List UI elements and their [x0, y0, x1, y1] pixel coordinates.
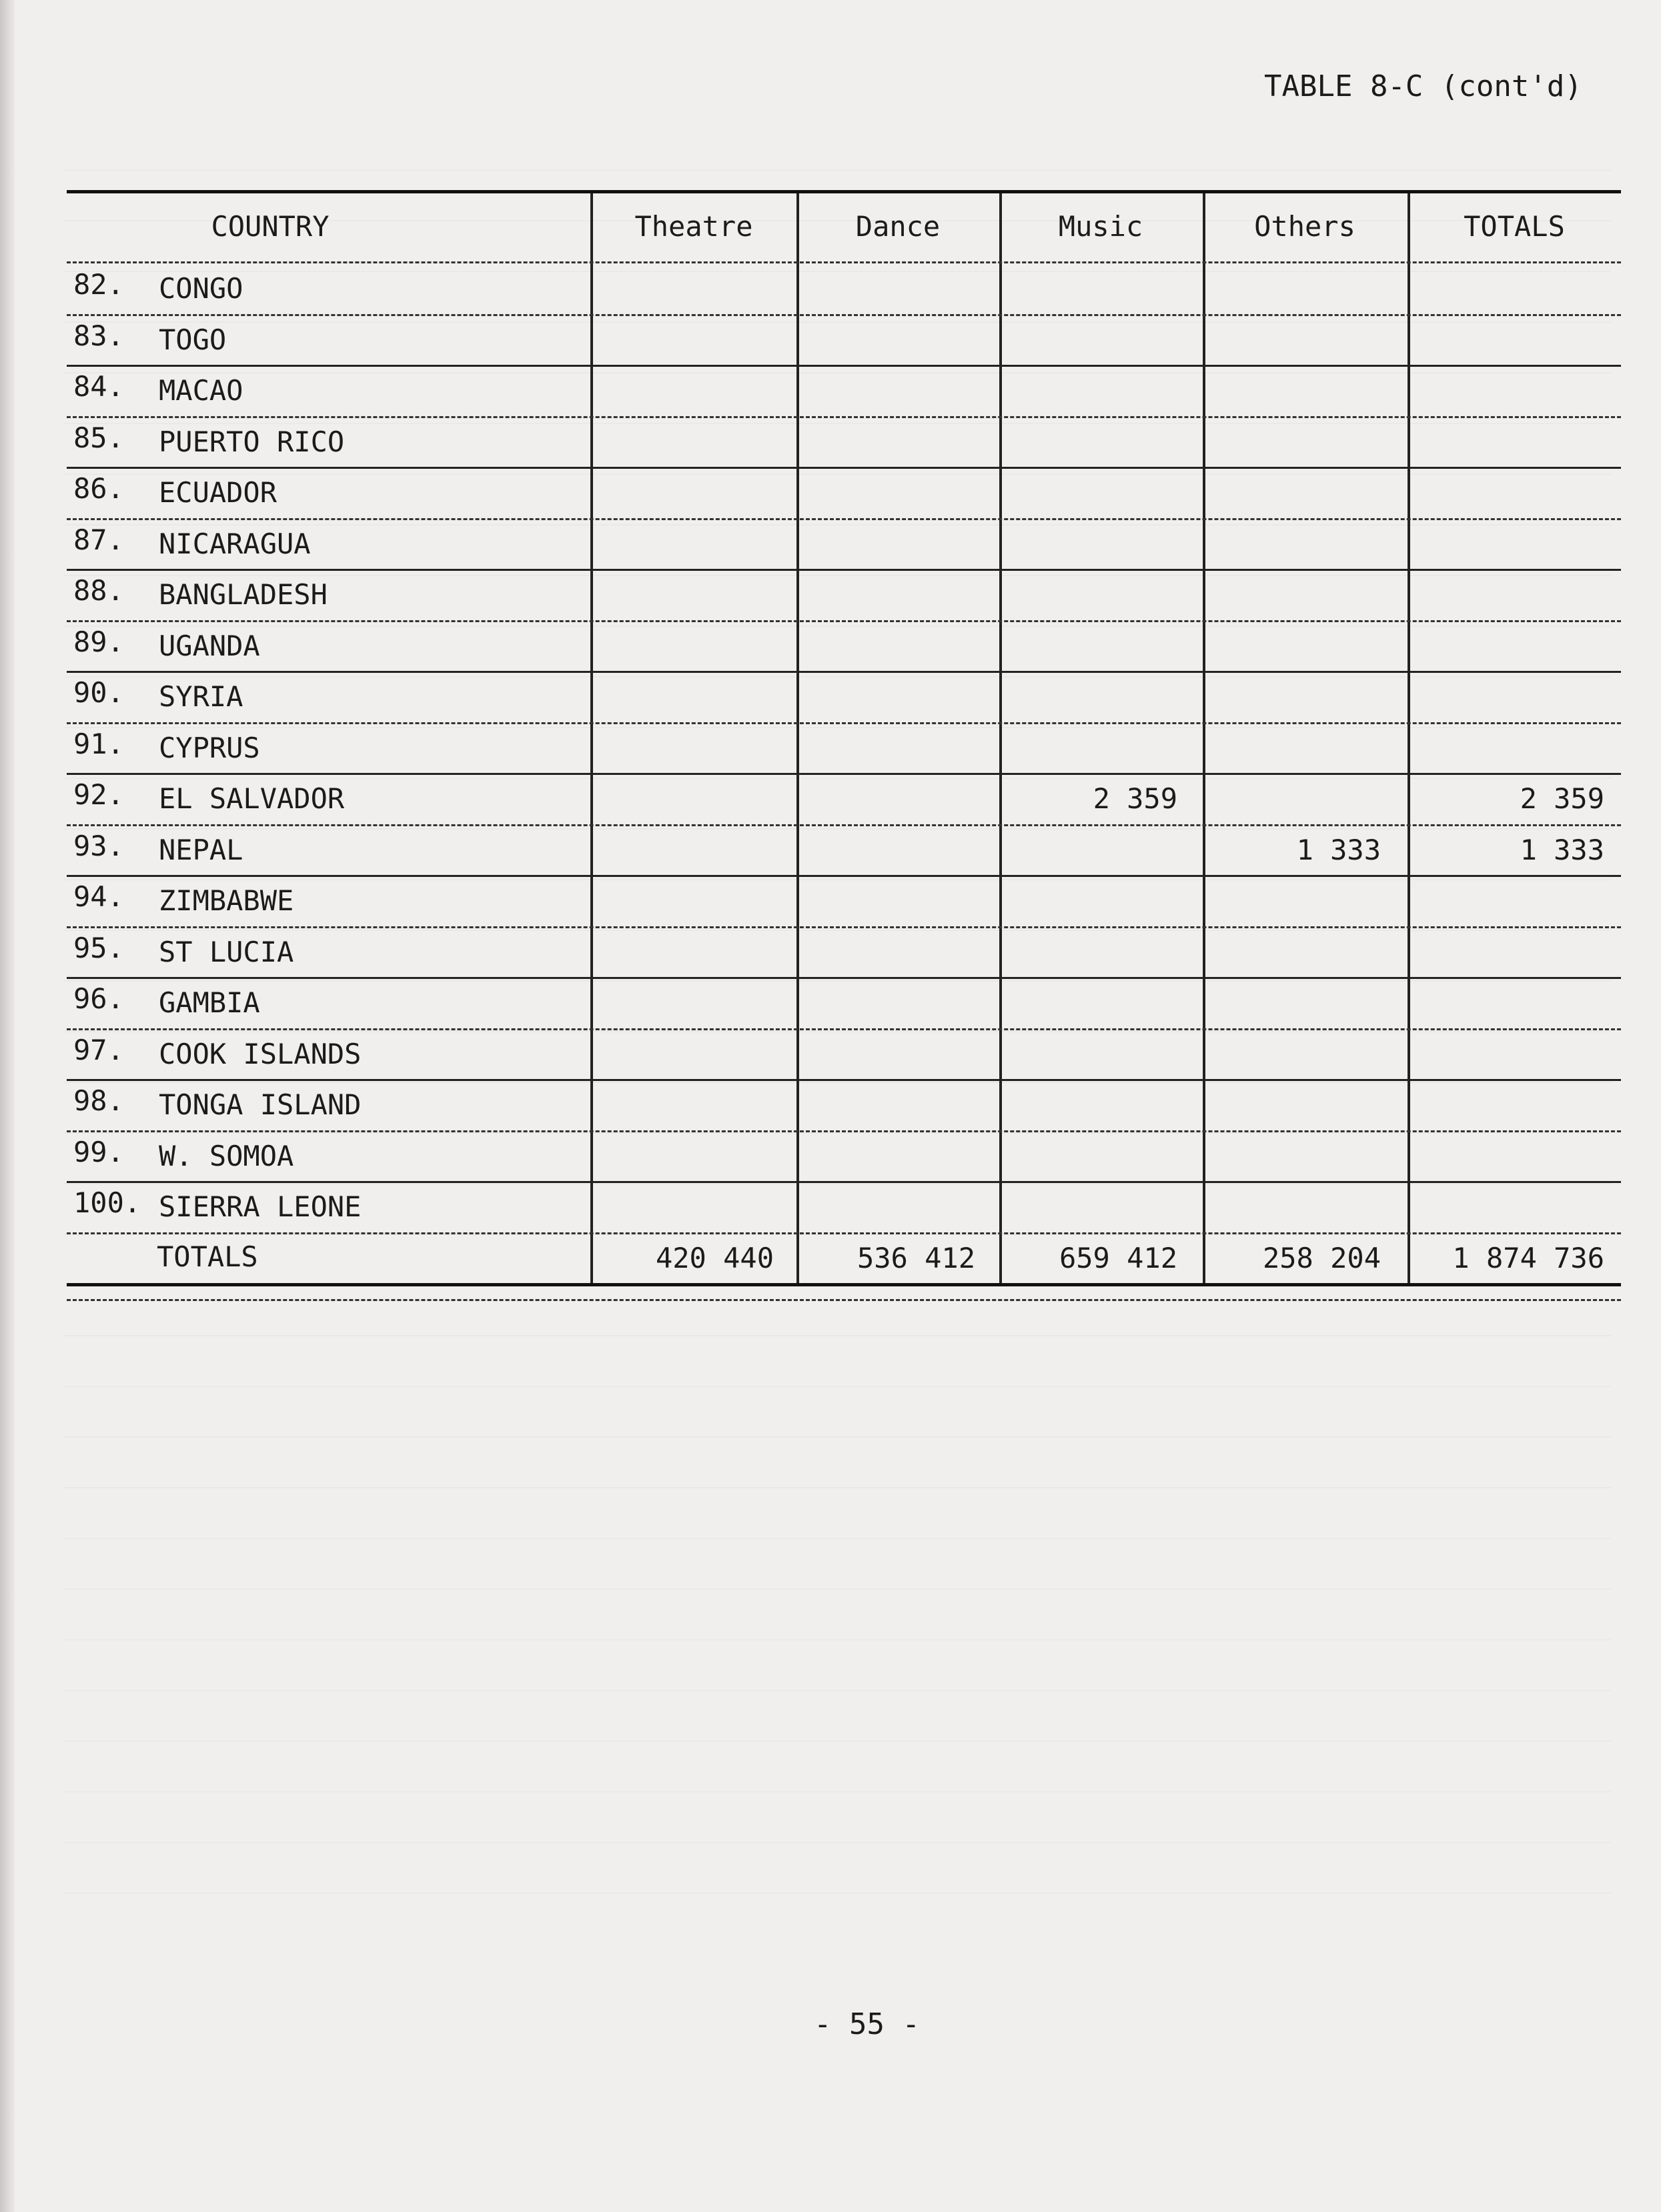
table-row-number: 95.: [73, 931, 124, 964]
column-divider: [999, 190, 1002, 1283]
table-row-country: EL SALVADOR: [159, 782, 345, 815]
table-row-number: 94.: [73, 880, 124, 913]
row-rule: [67, 1130, 1621, 1132]
table-row-number: 88.: [73, 574, 124, 607]
row-rule: [67, 314, 1621, 316]
table-row-country: TOGO: [159, 323, 227, 356]
row-rule: [67, 518, 1621, 520]
table-row-country: MACAO: [159, 374, 243, 407]
row-rule: [67, 1028, 1621, 1030]
data-table: [67, 190, 1621, 1307]
row-rule: [67, 416, 1621, 418]
table-row-number: 93.: [73, 829, 124, 862]
totals-others: 258 204: [1262, 1241, 1381, 1274]
table-row-country: SIERRA LEONE: [159, 1190, 362, 1223]
table-row-country: SYRIA: [159, 680, 243, 713]
table-row-number: 84.: [73, 370, 124, 403]
table-row-number: 92.: [73, 778, 124, 811]
totals-dance: 536 412: [857, 1241, 975, 1274]
row-rule: [67, 1079, 1621, 1081]
table-row-country: ST LUCIA: [159, 935, 294, 968]
table-cell-total: 1 333: [1520, 833, 1604, 866]
table-row-number: 99.: [73, 1135, 124, 1168]
row-rule: [67, 722, 1621, 724]
table-row-country: CONGO: [159, 272, 243, 305]
row-rule: [67, 671, 1621, 673]
table-row-country: NEPAL: [159, 833, 243, 866]
table-row-country: PUERTO RICO: [159, 425, 345, 458]
row-rule: [67, 824, 1621, 826]
table-row-number: 89.: [73, 625, 124, 658]
table-row-country: GAMBIA: [159, 986, 260, 1019]
table-row-country: UGANDA: [159, 629, 260, 662]
table-top-rule: [67, 190, 1621, 193]
page-edge-shadow: [0, 0, 15, 2212]
row-rule: [67, 1181, 1621, 1183]
row-rule: [67, 773, 1621, 775]
table-row-number: 87.: [73, 523, 124, 556]
music-header: Music: [1058, 210, 1143, 243]
table-title: TABLE 8-C (cont'd): [1264, 69, 1582, 103]
totals-total: 1 874 736: [1452, 1241, 1604, 1274]
row-rule: [67, 1232, 1621, 1234]
table-row-number: 82.: [73, 268, 124, 301]
table-row-number: 98.: [73, 1084, 124, 1117]
dance-header: Dance: [855, 210, 941, 243]
table-row-country: CYPRUS: [159, 731, 260, 764]
row-rule: [67, 977, 1621, 979]
table-cell-others: 1 333: [1296, 833, 1381, 866]
table-bottom-rule-secondary: [67, 1299, 1621, 1301]
row-rule: [67, 467, 1621, 469]
table-row-country: TONGA ISLAND: [159, 1088, 362, 1121]
header-rule: [67, 261, 1621, 263]
column-divider: [796, 190, 799, 1283]
totals-header: TOTALS: [1464, 210, 1565, 243]
page-number: - 55 -: [814, 2007, 920, 2041]
table-row-number: 100.: [73, 1186, 141, 1219]
totals-theatre: 420 440: [655, 1241, 774, 1274]
table-row-country: NICARAGUA: [159, 527, 311, 560]
table-row-country: W. SOMOA: [159, 1139, 294, 1172]
totals-label: TOTALS: [157, 1240, 258, 1273]
country-header: COUNTRY: [211, 210, 330, 243]
table-row-number: 91.: [73, 727, 124, 760]
theatre-header: Theatre: [634, 210, 753, 243]
others-header: Others: [1254, 210, 1355, 243]
table-row-number: 86.: [73, 472, 124, 505]
row-rule: [67, 875, 1621, 877]
table-row-country: COOK ISLANDS: [159, 1037, 362, 1070]
table-bottom-rule: [67, 1283, 1621, 1286]
column-divider: [1203, 190, 1205, 1283]
totals-music: 659 412: [1059, 1241, 1177, 1274]
table-row-country: ZIMBABWE: [159, 884, 294, 917]
table-cell-music: 2 359: [1093, 782, 1177, 815]
table-row-number: 97.: [73, 1033, 124, 1066]
row-rule: [67, 926, 1621, 928]
table-row-country: BANGLADESH: [159, 578, 328, 611]
column-divider: [590, 190, 593, 1283]
table-row-number: 96.: [73, 982, 124, 1015]
table-row-number: 85.: [73, 421, 124, 454]
table-row-number: 83.: [73, 319, 124, 352]
table-row-country: ECUADOR: [159, 476, 278, 509]
column-divider: [1408, 190, 1410, 1283]
row-rule: [67, 365, 1621, 367]
table-row-number: 90.: [73, 676, 124, 709]
table-cell-total: 2 359: [1520, 782, 1604, 815]
row-rule: [67, 569, 1621, 571]
row-rule: [67, 620, 1621, 622]
